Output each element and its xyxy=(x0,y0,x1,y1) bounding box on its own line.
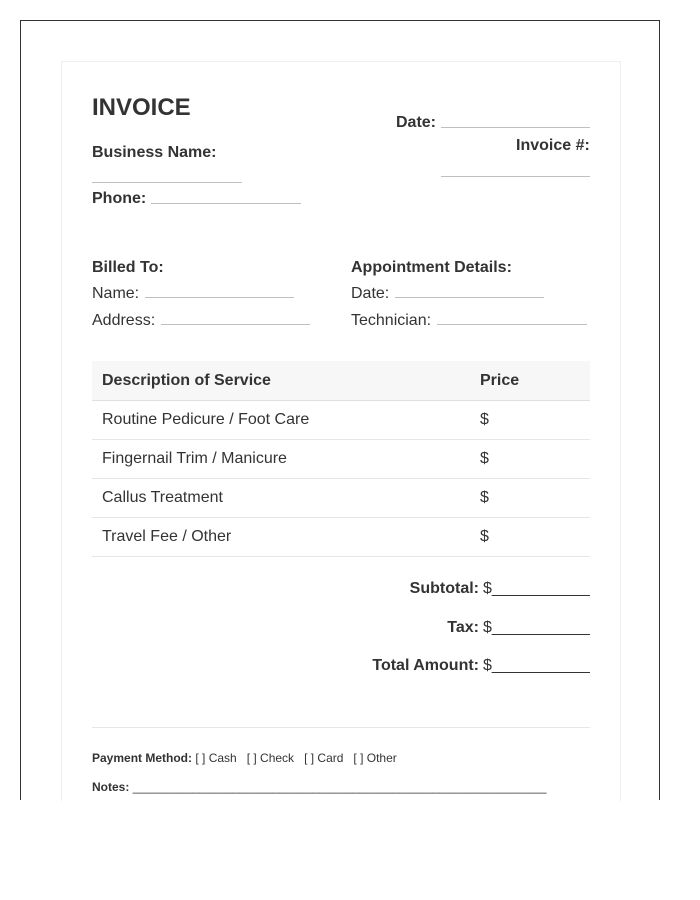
service-description: Travel Fee / Other xyxy=(102,528,232,545)
appointment-heading: Appointment Details: xyxy=(351,259,512,276)
technician-field-line[interactable] xyxy=(437,324,587,325)
billed-name-field-line[interactable] xyxy=(145,297,294,298)
tax-value[interactable]: $___________ xyxy=(483,619,590,636)
table-row xyxy=(92,518,590,557)
payment-options[interactable]: [ ] Cash [ ] Check [ ] Card [ ] Other xyxy=(195,751,397,765)
billed-address-field-line[interactable] xyxy=(161,324,310,325)
service-price[interactable]: $ xyxy=(480,489,489,506)
payment-method-label: Payment Method: xyxy=(92,751,193,765)
date-label: Date: xyxy=(396,114,437,131)
notes-label: Notes: xyxy=(92,780,130,794)
date-field-line[interactable] xyxy=(441,127,590,128)
billed-address-label: Address: xyxy=(92,312,156,329)
price-column-header: Price xyxy=(480,372,520,389)
service-description: Callus Treatment xyxy=(102,489,223,506)
service-price[interactable]: $ xyxy=(480,528,489,545)
footer-divider xyxy=(92,727,590,728)
business-name-label: Business Name: xyxy=(92,144,217,161)
table-row xyxy=(92,479,590,518)
description-column-header: Description of Service xyxy=(102,372,271,389)
phone-label: Phone: xyxy=(92,190,147,207)
billed-name-label: Name: xyxy=(92,285,140,302)
tax-label: Tax: xyxy=(447,619,479,636)
service-price[interactable]: $ xyxy=(480,411,489,428)
services-table-header xyxy=(92,361,590,401)
service-description: Fingernail Trim / Manicure xyxy=(102,450,287,467)
service-price[interactable]: $ xyxy=(480,450,489,467)
phone-field-line[interactable] xyxy=(151,203,301,204)
business-name-field-line[interactable] xyxy=(92,182,242,183)
total-amount-label: Total Amount: xyxy=(372,657,479,674)
notes-row xyxy=(92,780,546,794)
total-amount-value[interactable]: $___________ xyxy=(483,657,590,674)
billed-to-heading: Billed To: xyxy=(92,259,164,276)
subtotal-label: Subtotal: xyxy=(409,580,479,597)
notes-line[interactable]: ______________________________________________________________ xyxy=(132,780,547,794)
payment-method-row xyxy=(92,751,397,765)
table-row xyxy=(92,401,590,440)
technician-label: Technician: xyxy=(351,312,432,329)
table-row xyxy=(92,440,590,479)
appointment-date-label: Date: xyxy=(351,285,390,302)
service-description: Routine Pedicure / Foot Care xyxy=(102,411,310,428)
invoice-number-label: Invoice #: xyxy=(516,137,590,154)
invoice-number-field-line[interactable] xyxy=(441,176,590,177)
subtotal-value[interactable]: $___________ xyxy=(483,580,590,597)
appointment-date-field-line[interactable] xyxy=(395,297,544,298)
invoice-title: INVOICE xyxy=(92,94,191,121)
